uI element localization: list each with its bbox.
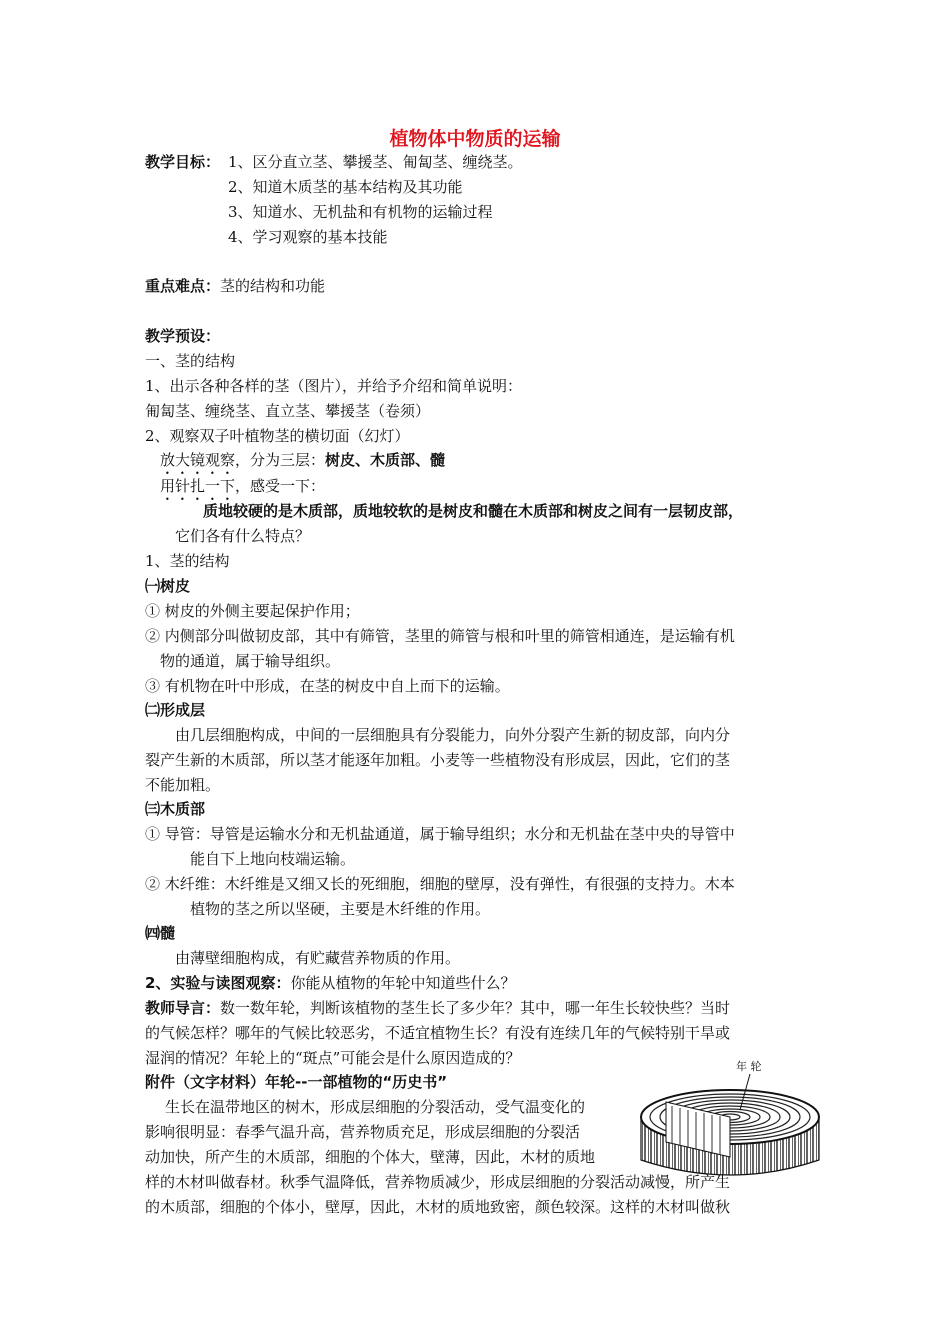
pith-heading: ㈣髓 <box>145 924 176 942</box>
experiment-text: 你能从植物的年轮中知道些什么？ <box>290 974 516 992</box>
magnifier-middle: ，分为三层： <box>235 451 326 469</box>
step-2: 2、观察双子叶植物茎的横切面（幻灯） <box>145 427 410 445</box>
step-1: 1、出示各种各样的茎（图片），并给予介绍和简单说明： <box>145 377 523 395</box>
guide-line-1 <box>145 998 730 1018</box>
bark-p3: ③ 有机物在叶中形成，在茎的树皮中自上而下的运输。 <box>145 677 510 695</box>
magnifier-layers: 树皮、木质部、髓 <box>325 451 446 469</box>
objective-2: 2、知道木质茎的基本结构及其功能 <box>228 178 463 196</box>
document-title: 植物体中物质的运输 <box>389 128 561 150</box>
cambium-l2: 裂产生新的木质部，所以茎才能逐年加粗。小麦等一些植物没有形成层，因此，它们的茎 <box>145 751 731 769</box>
preset-label: 教学预设： <box>145 327 221 345</box>
appendix-l5: 的木质部，细胞的个体小，壁厚，因此，木材的质地致密，颜色较深。这样的木材叫做秋 <box>145 1198 731 1216</box>
experiment-line <box>145 973 515 993</box>
finding-line: 质地较硬的是木质部，质地较软的是树皮和髓在木质部和树皮之间有一层韧皮部， <box>203 502 744 520</box>
key-points-label: 重点难点： <box>145 277 221 295</box>
objective-1: 1、区分直立茎、攀援茎、匍匐茎、缠绕茎。 <box>228 153 523 171</box>
appendix-l1: 生长在温带地区的树木，形成层细胞的分裂活动，受气温变化的 <box>165 1098 586 1116</box>
magnifier-line <box>160 450 445 478</box>
objectives-label: 教学目标： <box>145 153 221 171</box>
guide-l3: 湿润的情况？年轮上的“斑点”可能会是什么原因造成的？ <box>145 1049 521 1067</box>
tree-rings-figure <box>636 1062 826 1192</box>
needle-line <box>160 476 325 504</box>
guide-label: 教师导言： <box>145 999 221 1017</box>
xylem-p1b: 能自下上地向枝端运输。 <box>190 850 356 868</box>
appendix-l3a: 动加快，所产生的木质部，细胞的个体大，壁薄，因此，木材的质地 <box>145 1148 596 1166</box>
step-1-list: 匍匐茎、缠绕茎、直立茎、攀援茎（卷须） <box>145 402 431 420</box>
pith-text: 由薄壁细胞构成，有贮藏营养物质的作用。 <box>175 949 461 967</box>
xylem-heading: ㈢木质部 <box>145 800 206 818</box>
bark-p2a: ② 内侧部分叫做韧皮部，其中有筛管，茎里的筛管与根和叶里的筛管相通连，是运输有机 <box>145 627 735 645</box>
figure-label: 年 轮 <box>736 1060 762 1073</box>
magnifier-prefix: 放大镜观察 <box>160 451 236 469</box>
key-points-text: 茎的结构和功能 <box>220 277 326 295</box>
bark-p1: ① 树皮的外侧主要起保护作用； <box>145 602 360 620</box>
cambium-l1: 由几层细胞构成，中间的一层细胞具有分裂能力，向外分裂产生新的韧皮部，向内分 <box>175 726 731 744</box>
key-points <box>145 276 325 296</box>
cambium-l3: 不能加粗。 <box>145 776 221 794</box>
xylem-p2b: 植物的茎之所以坚硬，主要是木纤维的作用。 <box>190 900 491 918</box>
experiment-label: 2、实验与读图观察： <box>145 974 291 992</box>
bark-p2b: 物的通道，属于输导组织。 <box>160 652 341 670</box>
guide-l2: 的气候怎样？哪年的气候比较恶劣，不适宜植物生长？有没有连续几年的气候特别干旱或 <box>145 1024 731 1042</box>
bark-heading: ㈠树皮 <box>145 577 191 595</box>
appendix-heading: 附件（文字材料）年轮--一部植物的“历史书” <box>145 1073 448 1091</box>
cambium-heading: ㈡形成层 <box>145 701 206 719</box>
guide-l1: 数一数年轮，判断该植物的茎生长了多少年？其中，哪一年生长较快些？当时 <box>220 999 731 1017</box>
needle-suffix: ，感受一下： <box>235 477 326 495</box>
section-1-title: 一、茎的结构 <box>145 352 236 370</box>
tree-rings-illustration <box>636 1062 826 1192</box>
structure-title: 1、茎的结构 <box>145 552 230 570</box>
appendix-l4: 样的木材叫做春材。秋季气温降低，营养物质减少，形成层细胞的分裂活动减慢，所产生 <box>145 1173 731 1191</box>
objective-4: 4、学习观察的基本技能 <box>228 228 388 246</box>
objective-3: 3、知道水、无机盐和有机物的运输过程 <box>228 203 493 221</box>
appendix-l2: 影响很明显：春季气温升高，营养物质充足，形成层细胞的分裂活 <box>145 1123 581 1141</box>
question-line: 它们各有什么特点？ <box>175 527 311 545</box>
xylem-p1a: ① 导管：导管是运输水分和无机盐通道，属于输导组织；水分和无机盐在茎中央的导管中 <box>145 825 735 843</box>
xylem-p2a: ② 木纤维：木纤维是又细又长的死细胞，细胞的壁厚，没有弹性，有很强的支持力。木本 <box>145 875 735 893</box>
needle-prefix: 用针扎一下 <box>160 477 236 495</box>
